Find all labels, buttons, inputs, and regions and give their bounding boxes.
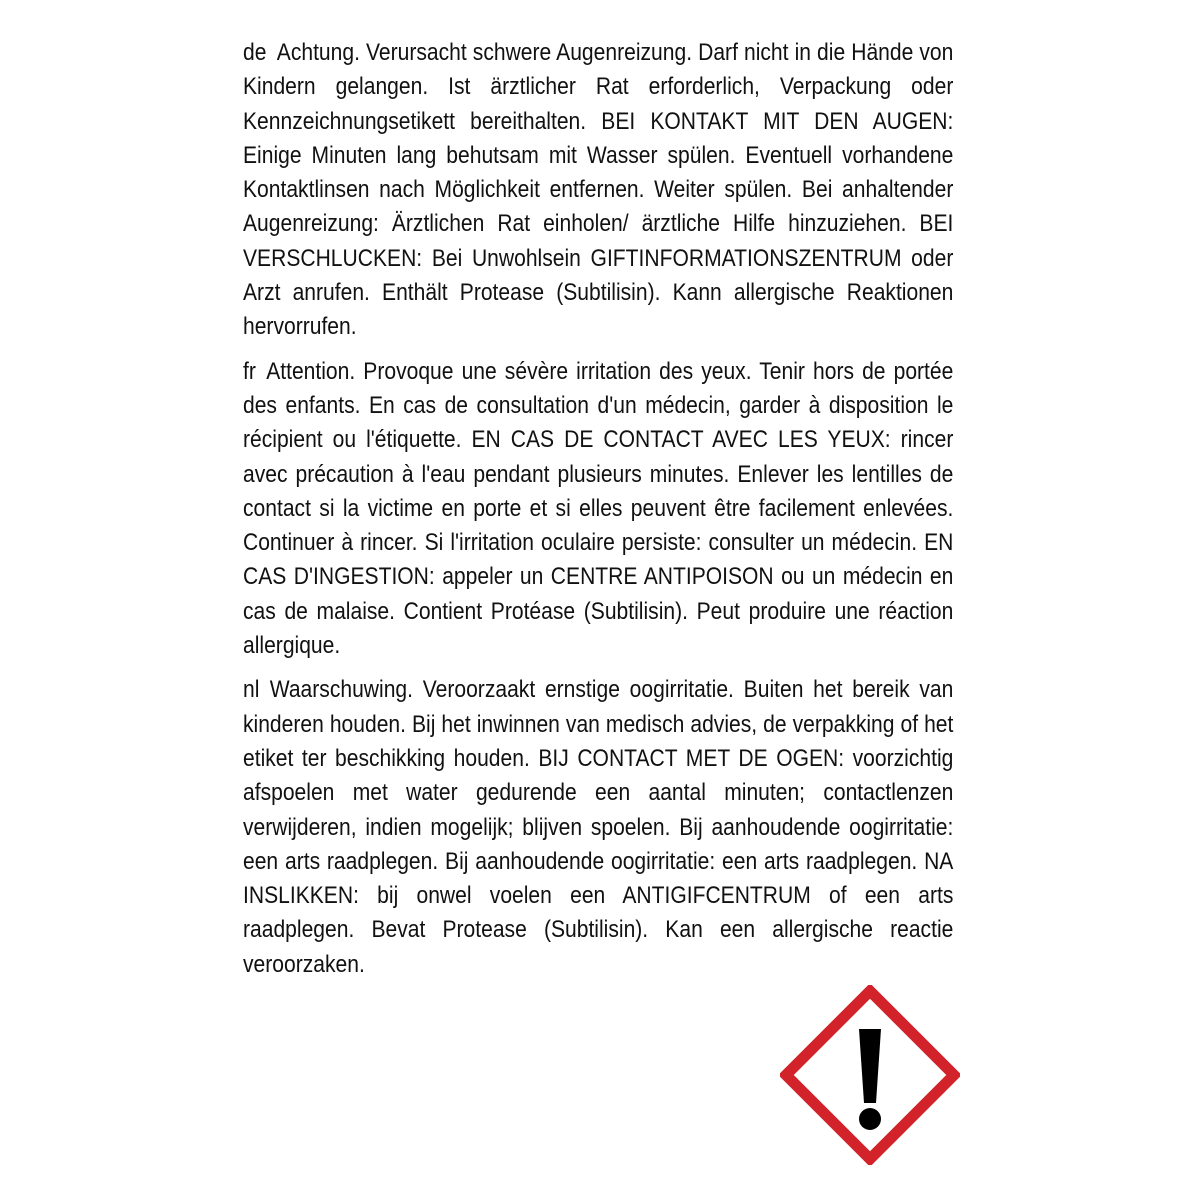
exclamation-dot xyxy=(859,1108,881,1130)
safety-label-text xyxy=(243,36,953,992)
exclamation-mark-hazard-icon xyxy=(780,985,960,1165)
language-code: fr xyxy=(243,357,256,385)
section-nl xyxy=(243,673,953,982)
section-text: Attention. Provoque une sévère irritation des yeux. Tenir hors de portée des enfants. En cas de consultation d'un médecin, garder à disposition le récipient ou l'étiquette. EN CAS DE CONTACT AVEC LES YEUX: rincer avec précaution à l'eau pendant plusieurs minutes. Enlever les lentilles de contact si la victime en porte et si elles peuvent être facilement enlevées. Continuer à rincer. Si l'irritation oculaire persiste: consulter un médecin. EN CAS D'INGESTION: appeler un CENTRE ANTIPOISON ou un médecin en cas de malaise. Contient Protéase (Subtilisin). Peut produire une réaction allergique. xyxy=(243,357,954,660)
section-de xyxy=(243,36,953,345)
section-fr xyxy=(243,355,953,664)
language-code: nl xyxy=(243,676,260,704)
section-text: Achtung. Verursacht schwere Augenreizung. Darf nicht in die Hände von Kindern gelangen. Ist ärztlicher Rat erforderlich, Verpackung oder Kennzeichnungsetikett bereithalten. BEI KONTAKT MIT DEN AUGEN: Einige Minuten lang behutsam mit Wasser spülen. Eventuell vorhandene Kontaktlinsen nach Möglichkeit entfernen. Weiter spülen. Bei anhaltender Augenreizung: Ärztlichen Rat einholen/ ärztliche Hilfe hinzuziehen. BEI VERSCHLUCKEN: Bei Unwohlsein GIFTINFORMATIONSZENTRUM oder Arzt anrufen. Enthält Protease (Subtilisin). Kann allergische Reaktionen hervorrufen. xyxy=(243,39,954,341)
language-code: de xyxy=(243,39,267,66)
section-text: Waarschuwing. Veroorzaakt ernstige oogirritatie. Buiten het bereik van kinderen houden. Bij het inwinnen van medisch advies, de verpakking of het etiket ter beschikking houden. BIJ CONTACT MET DE OGEN: voorzichtig afspoelen met water gedurende een aantal minuten; contactlenzen verwijderen, indien mogelijk; blijven spoelen. Bij aanhoudende oogirritatie: een arts raadplegen. Bij aanhoudende oogirritatie: een arts raadplegen. NA INSLIKKEN: bij onwel voelen een ANTIGIFCENTRUM of een arts raadplegen. Bevat Protease (Subtilisin). Kan een allergische reactie veroorzaken. xyxy=(243,676,954,978)
